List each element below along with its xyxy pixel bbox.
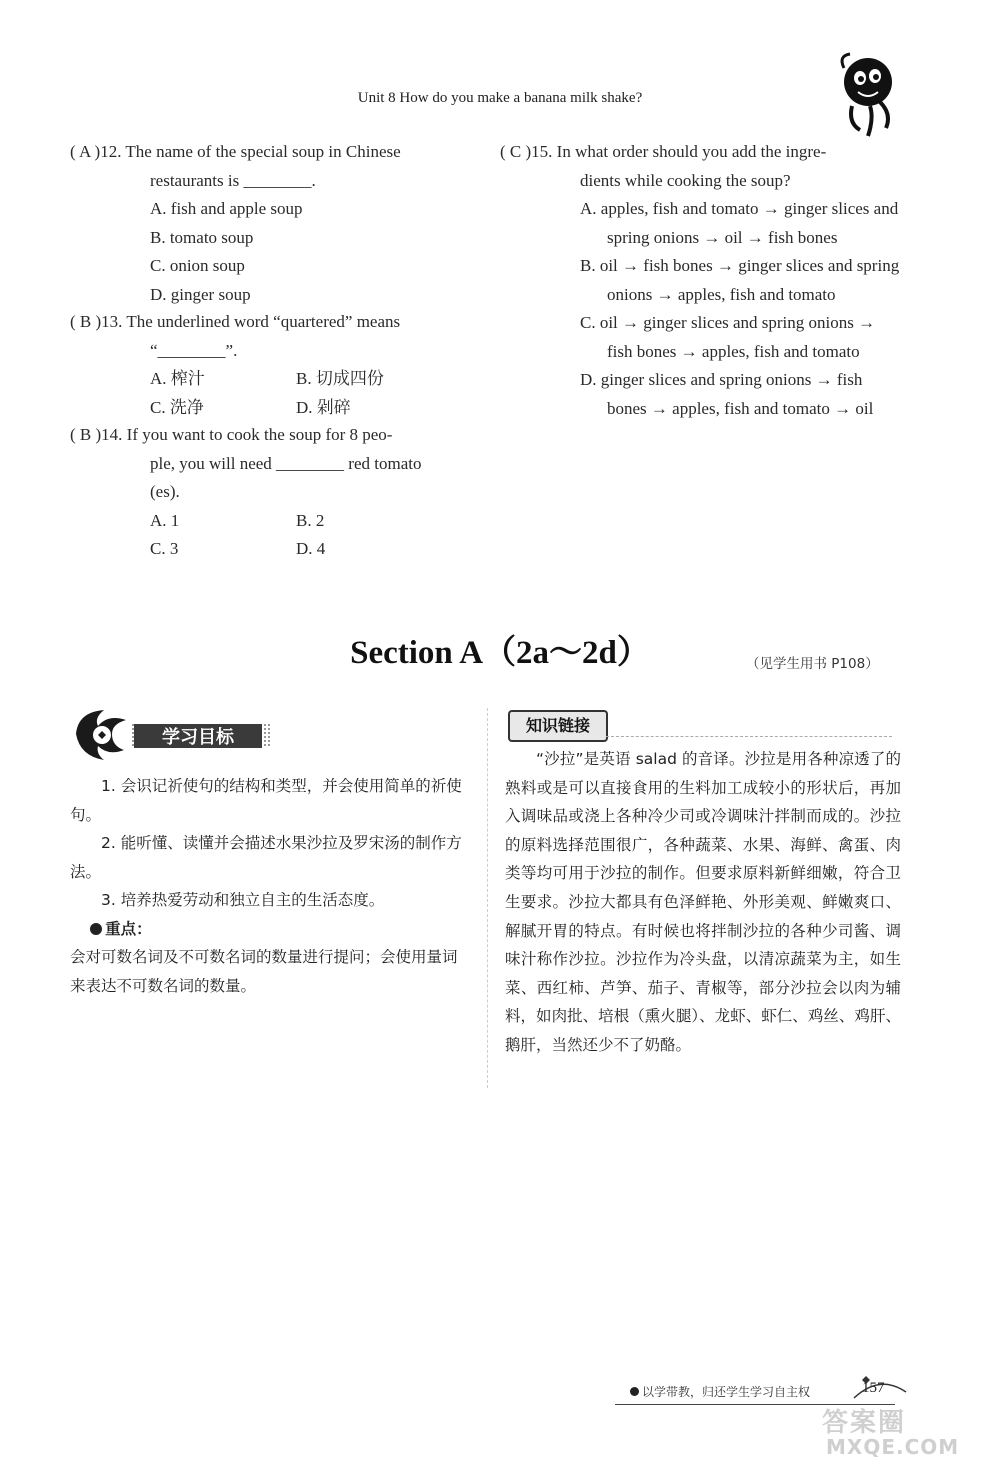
option: C. 洗净: [150, 397, 204, 417]
option-row: [70, 394, 470, 423]
option: A. 1: [150, 510, 180, 530]
option-row: [70, 365, 470, 394]
option-row: [70, 507, 470, 536]
option: B. oil → fish bones → ginger slices and spring onions → apples, fish and tomato: [580, 256, 900, 304]
question-stem-cont: restaurants is ________.: [150, 170, 316, 190]
question-stem-cont: dients while cooking the soup?: [580, 170, 791, 190]
option-row: [70, 535, 470, 564]
option: C. oil → ginger slices and spring onions → fish bones → apples, fish and tomato: [580, 313, 876, 361]
option: C. 3: [150, 539, 179, 558]
learning-goals-badge: [68, 704, 283, 762]
tag-rule: [606, 736, 892, 737]
key-point-text: 会对可数名词及不可数名词的数量进行提问；会使用量词来表达不可数名词的数量。: [70, 948, 458, 995]
question-14: [70, 421, 470, 564]
option: B. 切成四份: [296, 369, 384, 388]
option: A. apples, fish and tomato → ginger slices and spring onions → oil → fish bones: [580, 199, 899, 247]
option: B. tomato soup: [150, 227, 254, 247]
question-stem: 12. The name of the special soup in Chinese: [100, 142, 401, 161]
question-stem-cont: ple, you will need ________ red tomato: [150, 453, 422, 473]
column-divider: [487, 708, 488, 1088]
section-title: Section A（2a～2d）: [350, 635, 650, 671]
knowledge-link-text: “沙拉”是英语 salad 的音译。沙拉是用各种凉透了的熟料或是可以直接食用的生料加工成较小的形状后，再加入调味品或浇上各种冷少司或冷调味汁拌制而成的。沙拉的原料选择范围很广，各种蔬菜、水果、海鲜、禽蛋、肉类等均可用于沙拉的制作。但要求原料新鲜细嫩，符合卫生要求。沙拉大都具有色泽鲜艳、外形美观、鲜嫩爽口、解腻开胃的特点。有时候也将拌制沙拉的各种少司酱、调味汁称作沙拉。沙拉作为冷头盘，以清凉蔬菜为主，如生菜、西红柿、芦笋、茄子、青椒等，部分沙拉会以肉为辅料，如肉批、培根（熏火腿）、龙虾、虾仁、鸡丝、鸡肝、鹅肝，当然还少不了奶酪。: [505, 750, 901, 1054]
question-stem: 15. In what order should you add the ingre-: [531, 142, 827, 161]
bullet-icon: [90, 923, 102, 935]
option: D. 4: [296, 539, 326, 558]
goal-item: 1. 会识记祈使句的结构和类型，并会使用简单的祈使句。: [70, 777, 462, 824]
knowledge-link-tag: 知识链接: [508, 710, 608, 742]
option: C. onion soup: [150, 256, 245, 275]
option: D. ginger soup: [150, 284, 251, 304]
question-stem: 13. The underlined word “quartered” means: [101, 312, 401, 331]
section-reference: （见学生用书 P108）: [746, 656, 879, 672]
option: D. 剁碎: [296, 397, 351, 417]
answer-mark: ( A ): [70, 142, 101, 161]
mascot-icon: [830, 48, 900, 143]
footer-slogan: 以学带教，归还学生学习自主权: [630, 1383, 810, 1400]
learning-goals: [70, 772, 470, 1000]
option: B. 2: [296, 510, 325, 530]
question-stem: 14. If you want to cook the soup for 8 peo-: [101, 425, 393, 444]
option: A. fish and apple soup: [150, 199, 303, 218]
watermark: [822, 1402, 992, 1472]
question-15: [500, 138, 902, 423]
option: D. ginger slices and spring onions → fish bones → apples, fish and tomato → oil: [580, 370, 874, 418]
goal-item: 2. 能听懂、读懂并会描述水果沙拉及罗宋汤的制作方法。: [70, 834, 462, 881]
watermark-top: 答案圈: [822, 1408, 907, 1438]
goal-item: 3. 培养热爱劳动和独立自主的生活态度。: [101, 891, 385, 909]
question-13: [70, 308, 470, 422]
question-stem-cont: (es).: [150, 482, 180, 501]
watermark-bottom: MXQE.COM: [826, 1435, 960, 1459]
learning-goals-label: 学习目标: [162, 727, 234, 748]
answer-mark: ( B ): [70, 312, 102, 331]
key-point-label: 重点：: [70, 915, 470, 944]
running-header: Unit 8 How do you make a banana milk shake?: [357, 90, 643, 106]
question-12: [70, 138, 470, 309]
bullet-icon: [630, 1387, 639, 1396]
answer-mark: ( B ): [70, 425, 102, 444]
question-stem-cont: “________”.: [150, 340, 238, 360]
option: A. 榨汁: [150, 369, 205, 388]
page-number: 157: [862, 1380, 885, 1396]
answer-mark: ( C ): [500, 142, 532, 161]
